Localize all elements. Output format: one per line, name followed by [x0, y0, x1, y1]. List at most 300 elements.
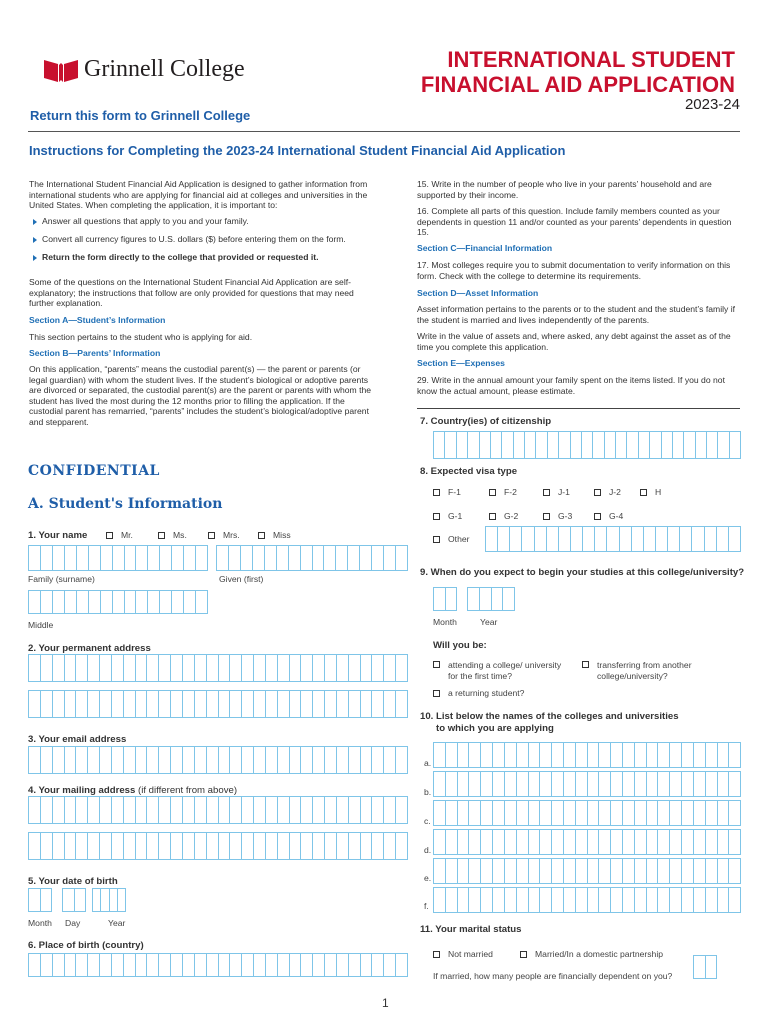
- char-box[interactable]: [647, 887, 659, 913]
- char-box[interactable]: [396, 953, 408, 977]
- char-box[interactable]: [124, 690, 136, 718]
- char-box[interactable]: [41, 832, 53, 860]
- char-box[interactable]: [588, 800, 600, 826]
- char-box[interactable]: [372, 796, 384, 824]
- char-box[interactable]: [729, 887, 741, 913]
- char-box[interactable]: [458, 800, 470, 826]
- char-box[interactable]: [325, 832, 337, 860]
- char-box[interactable]: [616, 431, 627, 459]
- char-box[interactable]: [446, 742, 458, 768]
- char-box[interactable]: [694, 771, 706, 797]
- char-box[interactable]: [219, 832, 231, 860]
- char-box[interactable]: [446, 887, 458, 913]
- visa-option-other[interactable]: [433, 534, 470, 544]
- char-box[interactable]: [576, 858, 588, 884]
- char-box[interactable]: [635, 742, 647, 768]
- visa-option-h[interactable]: [640, 487, 661, 497]
- char-box[interactable]: [396, 690, 408, 718]
- char-box[interactable]: [457, 431, 468, 459]
- char-box[interactable]: [498, 526, 510, 552]
- char-box[interactable]: [493, 771, 505, 797]
- char-box[interactable]: [88, 832, 100, 860]
- char-box[interactable]: [230, 953, 242, 977]
- char-box[interactable]: [361, 796, 373, 824]
- char-box[interactable]: [100, 832, 112, 860]
- char-box[interactable]: [433, 431, 445, 459]
- checkbox[interactable]: [106, 532, 113, 539]
- char-box[interactable]: [216, 545, 229, 571]
- visa-other-field[interactable]: [485, 526, 741, 552]
- char-box[interactable]: [540, 771, 552, 797]
- char-box[interactable]: [348, 545, 360, 571]
- given-name-field[interactable]: [216, 545, 408, 571]
- college-field-b[interactable]: [433, 771, 741, 797]
- char-box[interactable]: [171, 832, 183, 860]
- char-box[interactable]: [493, 742, 505, 768]
- marital-not-married[interactable]: [433, 949, 493, 959]
- char-box[interactable]: [623, 829, 635, 855]
- char-box[interactable]: [77, 590, 89, 614]
- char-box[interactable]: [110, 888, 118, 912]
- char-box[interactable]: [266, 832, 278, 860]
- char-box[interactable]: [458, 887, 470, 913]
- char-box[interactable]: [510, 526, 522, 552]
- char-box[interactable]: [230, 654, 242, 682]
- char-box[interactable]: [635, 829, 647, 855]
- char-box[interactable]: [502, 431, 513, 459]
- char-box[interactable]: [372, 746, 384, 774]
- char-box[interactable]: [290, 796, 302, 824]
- char-box[interactable]: [706, 742, 718, 768]
- char-box[interactable]: [349, 746, 361, 774]
- citizenship-field[interactable]: [433, 431, 741, 459]
- char-box[interactable]: [28, 953, 41, 977]
- char-box[interactable]: [278, 690, 290, 718]
- char-box[interactable]: [696, 431, 707, 459]
- char-box[interactable]: [41, 654, 53, 682]
- char-box[interactable]: [623, 858, 635, 884]
- char-box[interactable]: [290, 953, 302, 977]
- char-box[interactable]: [540, 858, 552, 884]
- char-box[interactable]: [325, 796, 337, 824]
- char-box[interactable]: [325, 953, 337, 977]
- char-box[interactable]: [136, 590, 148, 614]
- char-box[interactable]: [552, 771, 564, 797]
- char-box[interactable]: [171, 796, 183, 824]
- family-name-field[interactable]: [28, 545, 208, 571]
- checkbox[interactable]: [543, 513, 550, 520]
- char-box[interactable]: [707, 431, 718, 459]
- char-box[interactable]: [564, 800, 576, 826]
- char-box[interactable]: [207, 953, 219, 977]
- char-box[interactable]: [576, 829, 588, 855]
- char-box[interactable]: [136, 746, 148, 774]
- char-box[interactable]: [76, 953, 88, 977]
- char-box[interactable]: [694, 742, 706, 768]
- char-box[interactable]: [481, 829, 493, 855]
- char-box[interactable]: [481, 887, 493, 913]
- char-box[interactable]: [290, 746, 302, 774]
- char-box[interactable]: [525, 431, 536, 459]
- char-box[interactable]: [658, 800, 670, 826]
- char-box[interactable]: [673, 431, 684, 459]
- char-box[interactable]: [207, 690, 219, 718]
- char-box[interactable]: [552, 887, 564, 913]
- char-box[interactable]: [680, 526, 692, 552]
- char-box[interactable]: [53, 690, 65, 718]
- char-box[interactable]: [639, 431, 650, 459]
- char-box[interactable]: [301, 953, 313, 977]
- char-box[interactable]: [384, 953, 396, 977]
- char-box[interactable]: [469, 858, 481, 884]
- char-box[interactable]: [718, 431, 729, 459]
- char-box[interactable]: [76, 654, 88, 682]
- char-box[interactable]: [623, 771, 635, 797]
- char-box[interactable]: [458, 829, 470, 855]
- char-box[interactable]: [65, 746, 77, 774]
- char-box[interactable]: [481, 858, 493, 884]
- char-box[interactable]: [729, 800, 741, 826]
- char-box[interactable]: [349, 690, 361, 718]
- char-box[interactable]: [517, 800, 529, 826]
- birth-month-field[interactable]: [28, 888, 52, 912]
- char-box[interactable]: [467, 587, 480, 611]
- char-box[interactable]: [670, 829, 682, 855]
- checkbox[interactable]: [594, 489, 601, 496]
- char-box[interactable]: [717, 526, 729, 552]
- char-box[interactable]: [65, 590, 77, 614]
- char-box[interactable]: [729, 526, 741, 552]
- char-box[interactable]: [635, 858, 647, 884]
- char-box[interactable]: [599, 771, 611, 797]
- char-box[interactable]: [207, 832, 219, 860]
- char-box[interactable]: [644, 526, 656, 552]
- char-box[interactable]: [278, 953, 290, 977]
- char-box[interactable]: [599, 800, 611, 826]
- char-box[interactable]: [195, 796, 207, 824]
- char-box[interactable]: [384, 690, 396, 718]
- char-box[interactable]: [360, 545, 372, 571]
- char-box[interactable]: [611, 771, 623, 797]
- char-box[interactable]: [540, 829, 552, 855]
- char-box[interactable]: [469, 829, 481, 855]
- char-box[interactable]: [195, 832, 207, 860]
- char-box[interactable]: [337, 953, 349, 977]
- char-box[interactable]: [548, 431, 559, 459]
- char-box[interactable]: [337, 746, 349, 774]
- char-box[interactable]: [230, 746, 242, 774]
- char-box[interactable]: [183, 953, 195, 977]
- char-box[interactable]: [529, 887, 541, 913]
- char-box[interactable]: [627, 431, 638, 459]
- char-box[interactable]: [159, 796, 171, 824]
- title-option-ms[interactable]: [158, 530, 187, 540]
- char-box[interactable]: [88, 654, 100, 682]
- char-box[interactable]: [159, 654, 171, 682]
- char-box[interactable]: [147, 953, 159, 977]
- char-box[interactable]: [650, 431, 661, 459]
- char-box[interactable]: [623, 800, 635, 826]
- visa-option-f1[interactable]: [433, 487, 461, 497]
- char-box[interactable]: [301, 690, 313, 718]
- char-box[interactable]: [100, 796, 112, 824]
- char-box[interactable]: [349, 832, 361, 860]
- char-box[interactable]: [372, 832, 384, 860]
- status-first-time[interactable]: [433, 660, 573, 681]
- char-box[interactable]: [172, 545, 184, 571]
- char-box[interactable]: [53, 953, 65, 977]
- char-box[interactable]: [694, 800, 706, 826]
- char-box[interactable]: [458, 858, 470, 884]
- char-box[interactable]: [196, 590, 208, 614]
- char-box[interactable]: [480, 587, 492, 611]
- char-box[interactable]: [372, 690, 384, 718]
- char-box[interactable]: [706, 887, 718, 913]
- char-box[interactable]: [301, 545, 313, 571]
- char-box[interactable]: [53, 545, 65, 571]
- char-box[interactable]: [446, 800, 458, 826]
- char-box[interactable]: [718, 800, 730, 826]
- char-box[interactable]: [446, 829, 458, 855]
- char-box[interactable]: [195, 690, 207, 718]
- checkbox[interactable]: [433, 536, 440, 543]
- char-box[interactable]: [433, 829, 446, 855]
- char-box[interactable]: [540, 742, 552, 768]
- char-box[interactable]: [313, 832, 325, 860]
- birth-year-field[interactable]: [92, 888, 126, 912]
- char-box[interactable]: [529, 829, 541, 855]
- char-box[interactable]: [588, 858, 600, 884]
- char-box[interactable]: [125, 590, 137, 614]
- char-box[interactable]: [361, 832, 373, 860]
- char-box[interactable]: [76, 746, 88, 774]
- char-box[interactable]: [160, 545, 172, 571]
- char-box[interactable]: [623, 742, 635, 768]
- char-box[interactable]: [41, 796, 53, 824]
- dependents-count-field[interactable]: [693, 955, 717, 979]
- char-box[interactable]: [729, 858, 741, 884]
- char-box[interactable]: [159, 953, 171, 977]
- char-box[interactable]: [229, 545, 241, 571]
- char-box[interactable]: [75, 888, 87, 912]
- char-box[interactable]: [718, 771, 730, 797]
- char-box[interactable]: [254, 746, 266, 774]
- char-box[interactable]: [730, 431, 741, 459]
- char-box[interactable]: [88, 690, 100, 718]
- char-box[interactable]: [253, 545, 265, 571]
- char-box[interactable]: [28, 888, 41, 912]
- char-box[interactable]: [505, 800, 517, 826]
- char-box[interactable]: [559, 526, 571, 552]
- char-box[interactable]: [77, 545, 89, 571]
- college-field-e[interactable]: [433, 858, 741, 884]
- char-box[interactable]: [684, 431, 695, 459]
- char-box[interactable]: [396, 796, 408, 824]
- char-box[interactable]: [337, 832, 349, 860]
- char-box[interactable]: [265, 545, 277, 571]
- char-box[interactable]: [384, 545, 396, 571]
- start-month-field[interactable]: [433, 587, 457, 611]
- char-box[interactable]: [266, 953, 278, 977]
- char-box[interactable]: [529, 800, 541, 826]
- char-box[interactable]: [647, 771, 659, 797]
- char-box[interactable]: [729, 742, 741, 768]
- char-box[interactable]: [112, 690, 124, 718]
- college-field-a[interactable]: [433, 742, 741, 768]
- char-box[interactable]: [125, 545, 137, 571]
- char-box[interactable]: [349, 953, 361, 977]
- checkbox[interactable]: [543, 489, 550, 496]
- char-box[interactable]: [647, 800, 659, 826]
- char-box[interactable]: [361, 953, 373, 977]
- char-box[interactable]: [278, 746, 290, 774]
- char-box[interactable]: [53, 654, 65, 682]
- char-box[interactable]: [171, 654, 183, 682]
- char-box[interactable]: [313, 545, 325, 571]
- char-box[interactable]: [113, 545, 125, 571]
- char-box[interactable]: [658, 887, 670, 913]
- visa-option-g2[interactable]: [489, 511, 518, 521]
- char-box[interactable]: [480, 431, 491, 459]
- char-box[interactable]: [147, 832, 159, 860]
- char-box[interactable]: [254, 690, 266, 718]
- char-box[interactable]: [706, 829, 718, 855]
- char-box[interactable]: [662, 431, 673, 459]
- char-box[interactable]: [301, 832, 313, 860]
- char-box[interactable]: [588, 742, 600, 768]
- char-box[interactable]: [171, 746, 183, 774]
- char-box[interactable]: [620, 526, 632, 552]
- char-box[interactable]: [160, 590, 172, 614]
- char-box[interactable]: [89, 545, 101, 571]
- char-box[interactable]: [582, 431, 593, 459]
- char-box[interactable]: [148, 545, 160, 571]
- checkbox[interactable]: [489, 489, 496, 496]
- char-box[interactable]: [65, 690, 77, 718]
- char-box[interactable]: [41, 953, 53, 977]
- birth-day-field[interactable]: [62, 888, 86, 912]
- char-box[interactable]: [682, 858, 694, 884]
- char-box[interactable]: [254, 832, 266, 860]
- char-box[interactable]: [611, 887, 623, 913]
- char-box[interactable]: [147, 796, 159, 824]
- char-box[interactable]: [254, 654, 266, 682]
- char-box[interactable]: [219, 690, 231, 718]
- char-box[interactable]: [670, 858, 682, 884]
- char-box[interactable]: [706, 771, 718, 797]
- char-box[interactable]: [337, 690, 349, 718]
- char-box[interactable]: [219, 796, 231, 824]
- char-box[interactable]: [564, 887, 576, 913]
- char-box[interactable]: [571, 431, 582, 459]
- char-box[interactable]: [361, 690, 373, 718]
- visa-option-j1[interactable]: [543, 487, 570, 497]
- checkbox[interactable]: [433, 513, 440, 520]
- char-box[interactable]: [658, 829, 670, 855]
- char-box[interactable]: [505, 771, 517, 797]
- permanent-address-line1[interactable]: [28, 654, 408, 682]
- char-box[interactable]: [384, 832, 396, 860]
- char-box[interactable]: [458, 742, 470, 768]
- char-box[interactable]: [100, 654, 112, 682]
- char-box[interactable]: [53, 746, 65, 774]
- char-box[interactable]: [230, 832, 242, 860]
- char-box[interactable]: [124, 796, 136, 824]
- char-box[interactable]: [361, 746, 373, 774]
- char-box[interactable]: [88, 746, 100, 774]
- char-box[interactable]: [481, 800, 493, 826]
- char-box[interactable]: [605, 431, 616, 459]
- char-box[interactable]: [491, 431, 502, 459]
- char-box[interactable]: [171, 690, 183, 718]
- marital-married[interactable]: [520, 949, 663, 959]
- char-box[interactable]: [706, 800, 718, 826]
- char-box[interactable]: [611, 800, 623, 826]
- char-box[interactable]: [384, 654, 396, 682]
- char-box[interactable]: [65, 654, 77, 682]
- char-box[interactable]: [147, 746, 159, 774]
- char-box[interactable]: [599, 742, 611, 768]
- char-box[interactable]: [396, 746, 408, 774]
- char-box[interactable]: [468, 431, 479, 459]
- checkbox[interactable]: [433, 661, 440, 668]
- checkbox[interactable]: [208, 532, 215, 539]
- char-box[interactable]: [458, 771, 470, 797]
- char-box[interactable]: [112, 746, 124, 774]
- char-box[interactable]: [547, 526, 559, 552]
- char-box[interactable]: [28, 746, 41, 774]
- char-box[interactable]: [611, 829, 623, 855]
- char-box[interactable]: [658, 858, 670, 884]
- char-box[interactable]: [535, 526, 547, 552]
- char-box[interactable]: [396, 654, 408, 682]
- char-box[interactable]: [611, 742, 623, 768]
- char-box[interactable]: [183, 654, 195, 682]
- char-box[interactable]: [564, 771, 576, 797]
- checkbox[interactable]: [640, 489, 647, 496]
- char-box[interactable]: [469, 800, 481, 826]
- char-box[interactable]: [325, 654, 337, 682]
- char-box[interactable]: [564, 829, 576, 855]
- char-box[interactable]: [88, 796, 100, 824]
- status-returning[interactable]: [433, 688, 524, 698]
- char-box[interactable]: [469, 742, 481, 768]
- email-address-field[interactable]: [28, 746, 408, 774]
- char-box[interactable]: [692, 526, 704, 552]
- char-box[interactable]: [113, 590, 125, 614]
- char-box[interactable]: [41, 590, 53, 614]
- checkbox[interactable]: [433, 489, 440, 496]
- char-box[interactable]: [112, 953, 124, 977]
- char-box[interactable]: [277, 545, 289, 571]
- char-box[interactable]: [588, 829, 600, 855]
- char-box[interactable]: [124, 654, 136, 682]
- college-field-c[interactable]: [433, 800, 741, 826]
- char-box[interactable]: [313, 953, 325, 977]
- char-box[interactable]: [682, 800, 694, 826]
- char-box[interactable]: [336, 545, 348, 571]
- char-box[interactable]: [242, 953, 254, 977]
- char-box[interactable]: [517, 742, 529, 768]
- char-box[interactable]: [349, 796, 361, 824]
- char-box[interactable]: [658, 771, 670, 797]
- char-box[interactable]: [112, 832, 124, 860]
- char-box[interactable]: [514, 431, 525, 459]
- char-box[interactable]: [433, 800, 446, 826]
- char-box[interactable]: [433, 858, 446, 884]
- char-box[interactable]: [670, 887, 682, 913]
- char-box[interactable]: [88, 953, 100, 977]
